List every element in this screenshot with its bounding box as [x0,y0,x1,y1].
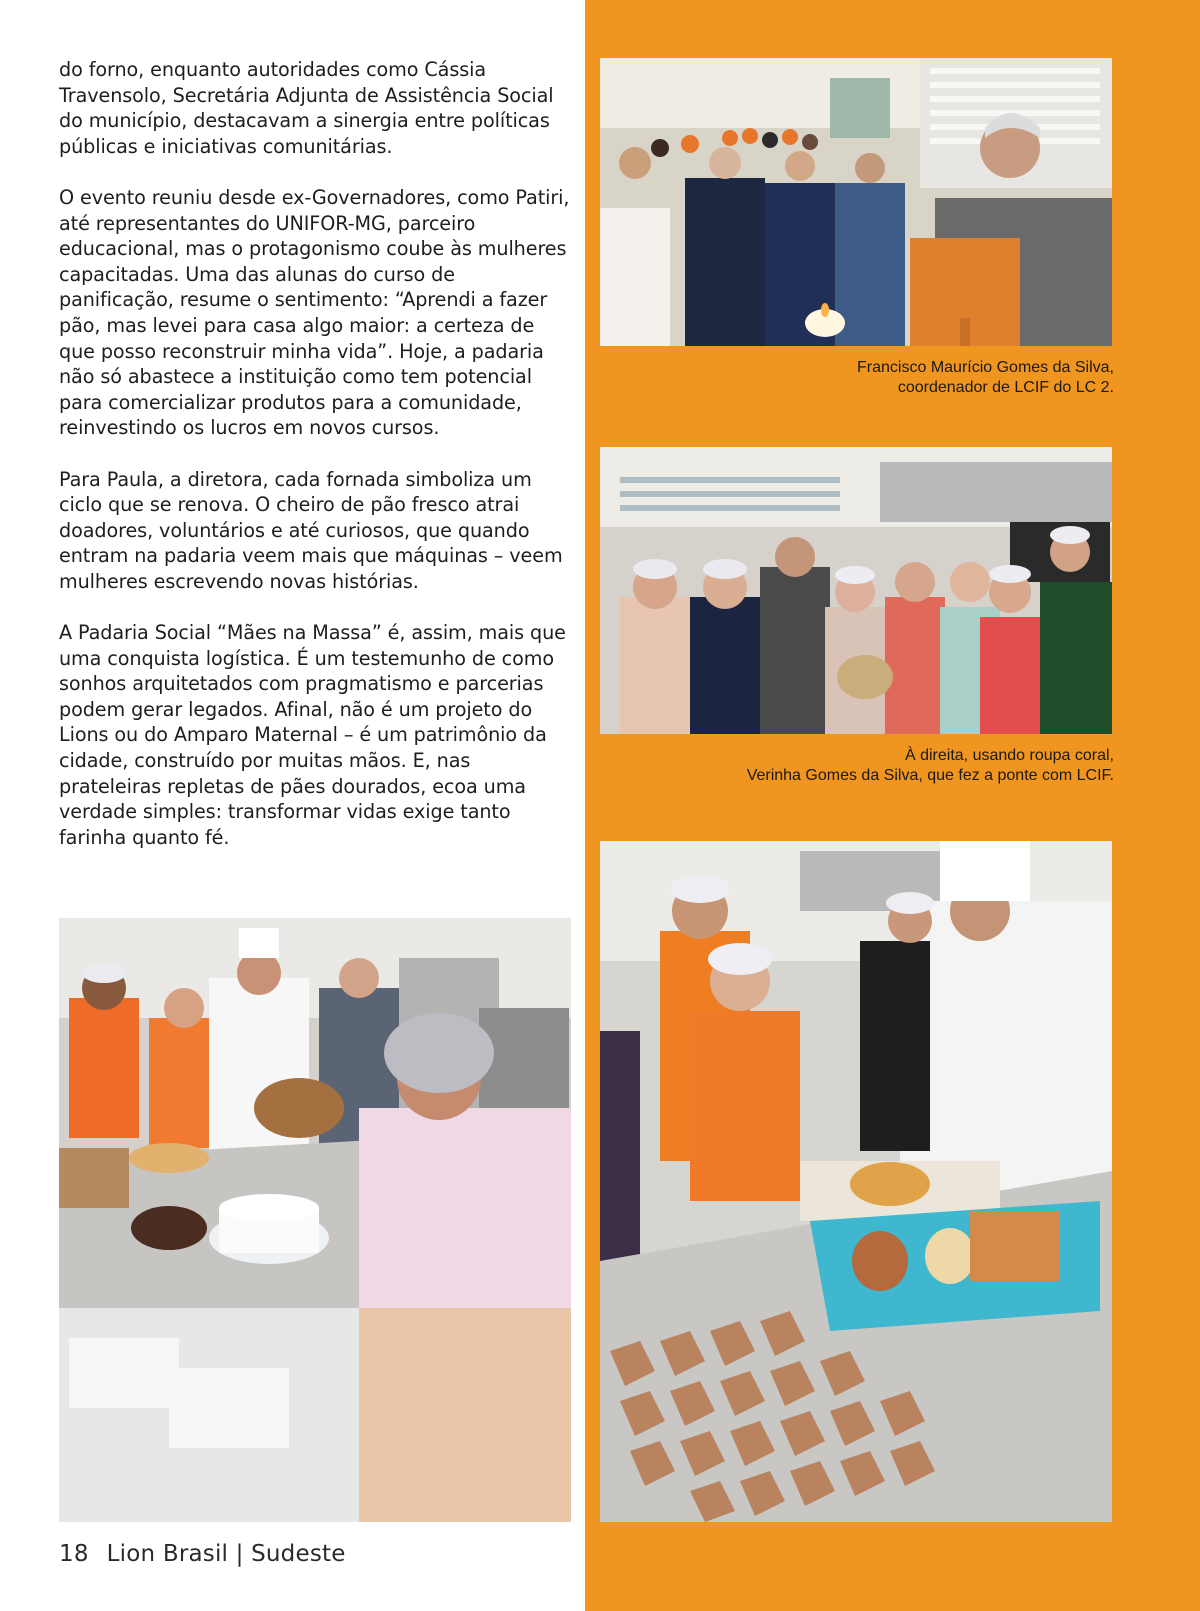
photo-cake-decorating [59,918,571,1522]
page-number: 18 [59,1541,89,1567]
caption-photo-1 [634,358,1114,398]
photo-group-in-bakery [600,447,1112,734]
article-body [59,57,574,876]
photo-speaker-at-podium [600,58,1112,346]
article-paragraph-2: O evento reuniu desde ex-Governadores, como Patiri, até representantes do UNIFOR-MG, parceiro educacional, mas o protagonismo coube às mulheres capacitadas. Uma das alunas do curso de panificação, resume o sentimento: “Aprendi a fazer pão, mas levei para casa algo maior: a certeza de que posso reconstruir minha vida”. Hoje, a padaria não só abastece a instituição como tem potencial para comercializar produtos para a comunidade, reinvestindo os lucros em novos cursos. [59,185,570,440]
caption-photo-1-line-1: Francisco Maurício Gomes da Silva, [857,359,1114,376]
article-paragraph-1: do forno, enquanto autoridades como Cássia Travensolo, Secretária Adjunta de Assistência Social do município, destacavam a sinergia entre políticas públicas e iniciativas comunitárias. [59,58,554,158]
publication-title: Lion Brasil | Sudeste [106,1541,346,1567]
article-paragraph-4: A Padaria Social “Mães na Massa” é, assim, mais que uma conquista logística. É um testemunho de como sonhos arquitetados com pragmatismo e parcerias podem gerar legados. Afinal, não é um projeto do Lions ou do Amparo Maternal – é um patrimônio da cidade, construído por muitas mãos. E, nas prateleiras repletas de pães dourados, ecoa uma verdade simples: transformar vidas exige tanto farinha quanto fé. [59,621,566,849]
caption-photo-2-line-2: Verinha Gomes da Silva, que fez a ponte com LCIF. [746,767,1114,784]
photo-chef-slicing-bread [600,841,1112,1522]
caption-photo-2-line-1: À direita, usando roupa coral, [904,747,1114,764]
article-paragraph-3: Para Paula, a diretora, cada fornada simboliza um ciclo que se renova. O cheiro de pão fresco atrai doadores, voluntários e até curiosos, que quando entram na padaria veem mais que máquinas – veem mulheres escrevendo novas histórias. [59,467,563,593]
caption-photo-1-line-2: coordenador de LCIF do LC 2. [897,379,1114,396]
page-footer [59,1541,364,1567]
caption-photo-2 [634,746,1114,786]
